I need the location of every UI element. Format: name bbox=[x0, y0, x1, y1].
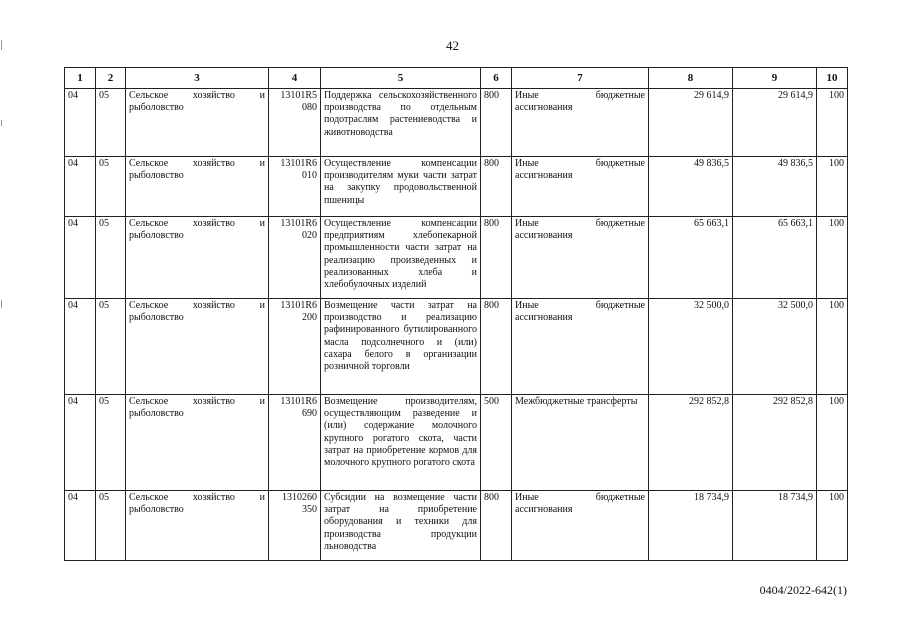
header-row bbox=[65, 68, 848, 89]
target-article: 13101R6 200 bbox=[269, 299, 321, 395]
table-row bbox=[65, 299, 848, 395]
document-id: 0404/2022-642(1) bbox=[759, 583, 847, 597]
expense-type-name: Иные бюджетные ассигнования bbox=[512, 299, 649, 395]
target-article: 13101R6 010 bbox=[269, 157, 321, 217]
executed-amount: 29 614,9 bbox=[733, 89, 817, 157]
planned-amount: 18 734,9 bbox=[649, 491, 733, 561]
target-article: 13101R6 020 bbox=[269, 217, 321, 299]
section-code: 04 bbox=[65, 491, 96, 561]
column-header: 9 bbox=[733, 68, 817, 89]
execution-percent: 100 bbox=[817, 299, 848, 395]
subsection-code: 05 bbox=[96, 299, 126, 395]
planned-amount: 49 836,5 bbox=[649, 157, 733, 217]
section-name: Сельское хозяйство и рыболовство bbox=[126, 217, 269, 299]
planned-amount: 65 663,1 bbox=[649, 217, 733, 299]
execution-percent: 100 bbox=[817, 89, 848, 157]
expense-type-code: 800 bbox=[481, 157, 512, 217]
expense-type-name: Межбюджетные трансферты bbox=[512, 395, 649, 491]
margin-mark bbox=[1, 300, 2, 308]
planned-amount: 29 614,9 bbox=[649, 89, 733, 157]
subsection-code: 05 bbox=[96, 395, 126, 491]
planned-amount: 32 500,0 bbox=[649, 299, 733, 395]
executed-amount: 65 663,1 bbox=[733, 217, 817, 299]
column-header: 1 bbox=[65, 68, 96, 89]
column-header: 5 bbox=[321, 68, 481, 89]
executed-amount: 32 500,0 bbox=[733, 299, 817, 395]
section-code: 04 bbox=[65, 89, 96, 157]
expense-type-name: Иные бюджетные ассигнования bbox=[512, 89, 649, 157]
article-name: Поддержка сельскохозяйственного производства по отдельным подотраслям растениеводства и животноводства bbox=[321, 89, 481, 157]
column-header: 2 bbox=[96, 68, 126, 89]
table-row bbox=[65, 89, 848, 157]
expense-type-code: 800 bbox=[481, 491, 512, 561]
planned-amount: 292 852,8 bbox=[649, 395, 733, 491]
article-name: Субсидии на возмещение части затрат на приобретение оборудования и техники для производства продукции льноводства bbox=[321, 491, 481, 561]
article-name: Возмещение части затрат на производство и реализацию рафинированного бутилированного масла подсолнечного и (или) сахара белого в организации розничной торговли bbox=[321, 299, 481, 395]
executed-amount: 49 836,5 bbox=[733, 157, 817, 217]
executed-amount: 18 734,9 bbox=[733, 491, 817, 561]
table-row bbox=[65, 217, 848, 299]
subsection-code: 05 bbox=[96, 217, 126, 299]
table-row bbox=[65, 395, 848, 491]
target-article: 13101R6 690 bbox=[269, 395, 321, 491]
column-header: 7 bbox=[512, 68, 649, 89]
table-row bbox=[65, 157, 848, 217]
subsection-code: 05 bbox=[96, 89, 126, 157]
section-code: 04 bbox=[65, 157, 96, 217]
expense-type-code: 800 bbox=[481, 299, 512, 395]
expense-type-name: Иные бюджетные ассигнования bbox=[512, 157, 649, 217]
column-header: 6 bbox=[481, 68, 512, 89]
expense-type-code: 500 bbox=[481, 395, 512, 491]
table-row bbox=[65, 491, 848, 561]
page-number: 42 bbox=[446, 38, 459, 53]
target-article: 13101R5 080 bbox=[269, 89, 321, 157]
section-code: 04 bbox=[65, 395, 96, 491]
section-name: Сельское хозяйство и рыболовство bbox=[126, 395, 269, 491]
subsection-code: 05 bbox=[96, 157, 126, 217]
section-code: 04 bbox=[65, 217, 96, 299]
execution-percent: 100 bbox=[817, 157, 848, 217]
section-name: Сельское хозяйство и рыболовство bbox=[126, 299, 269, 395]
column-header: 8 bbox=[649, 68, 733, 89]
subsection-code: 05 bbox=[96, 491, 126, 561]
budget-table bbox=[64, 67, 848, 561]
expense-type-name: Иные бюджетные ассигнования bbox=[512, 491, 649, 561]
column-header: 10 bbox=[817, 68, 848, 89]
article-name: Осуществление компенсации производителям муки части затрат на закупку продовольственной пшеницы bbox=[321, 157, 481, 217]
section-name: Сельское хозяйство и рыболовство bbox=[126, 491, 269, 561]
execution-percent: 100 bbox=[817, 491, 848, 561]
execution-percent: 100 bbox=[817, 395, 848, 491]
executed-amount: 292 852,8 bbox=[733, 395, 817, 491]
expense-type-code: 800 bbox=[481, 89, 512, 157]
section-name: Сельское хозяйство и рыболовство bbox=[126, 89, 269, 157]
section-name: Сельское хозяйство и рыболовство bbox=[126, 157, 269, 217]
section-code: 04 bbox=[65, 299, 96, 395]
target-article: 1310260 350 bbox=[269, 491, 321, 561]
margin-mark bbox=[1, 120, 2, 126]
article-name: Возмещение производителям, осуществляющим разведение и (или) содержание молочного крупного рогатого скота, части затрат на приобретение кормов для молочного крупного рогатого скота bbox=[321, 395, 481, 491]
execution-percent: 100 bbox=[817, 217, 848, 299]
expense-type-name: Иные бюджетные ассигнования bbox=[512, 217, 649, 299]
column-header: 3 bbox=[126, 68, 269, 89]
expense-type-code: 800 bbox=[481, 217, 512, 299]
column-header: 4 bbox=[269, 68, 321, 89]
article-name: Осуществление компенсации предприятиям хлебопекарной промышленности части затрат на реализацию произведенных и реализованных хлеба и хлебобулочных изделий bbox=[321, 217, 481, 299]
